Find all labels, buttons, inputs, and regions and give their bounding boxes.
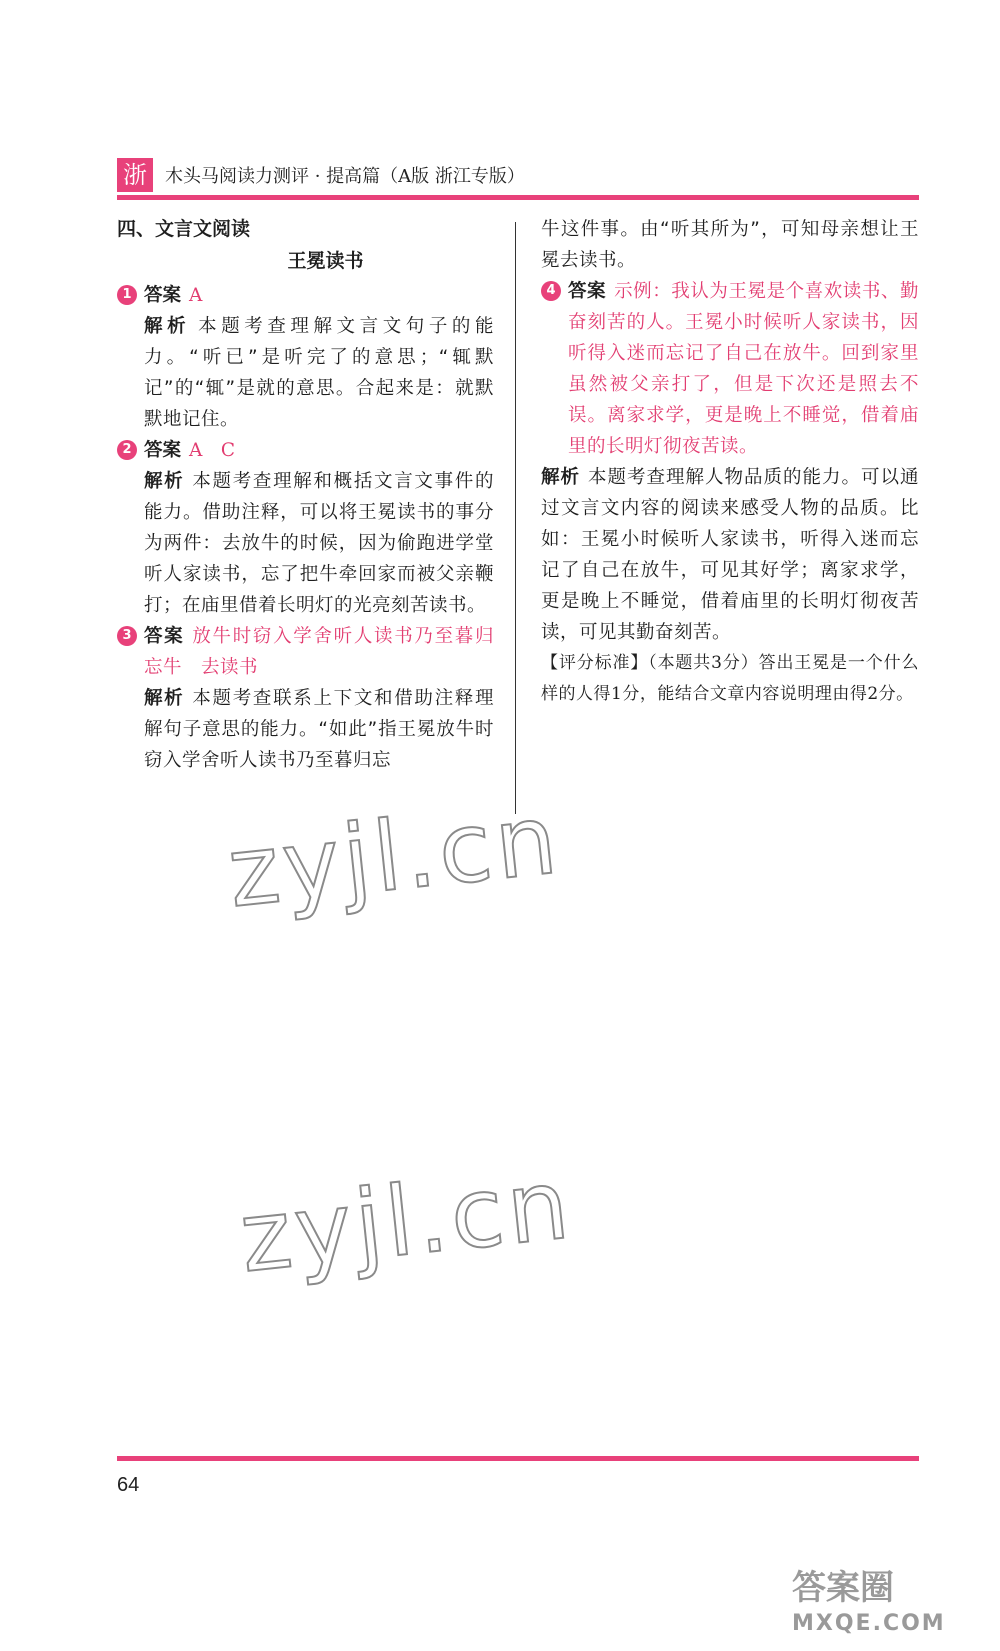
analysis-text: 本题考查理解和概括文言文事件的能力。借助注释，可以将王冕读书的事分为两件：去放牛的时候，因为偷跑进学堂听人家读书，忘了把牛牵回家而被父亲鞭打；在庙里借着长明灯的光亮刻苦读书。 [144,471,494,616]
column-divider [515,222,516,814]
question-number-badge: 1 [117,285,137,305]
analysis-paragraph [144,683,494,776]
analysis-paragraph [144,311,494,435]
analysis-text: 本题考查理解人物品质的能力。可以通过文言文内容的阅读来感受人物的品质。比如：王冕小时候听人家读书，听得入迷而忘记了自己在放牛，可见其好学；离家求学，更是晚上不睡觉，借着庙里的长明灯彻夜苦读，可见其勤奋刻苦。 [541,467,919,643]
answer-label: 答案 [144,440,182,461]
analysis-label: 解析 [144,688,185,709]
question-number-badge: 3 [117,626,137,646]
analysis-label: 解析 [144,471,185,492]
answer-text: A [189,285,203,306]
watermark-text: zyjl.cn [223,782,566,930]
answer-line [568,276,919,462]
logo-line-1: 答案圈 [792,1568,894,1608]
analysis-text: 本题考查联系上下文和借助注释理解句子意思的能力。“如此”指王冕放牛时窃入学舍听人读书乃至暮归忘 [144,688,494,771]
answer-line [144,280,494,311]
answer-label: 答案 [144,285,182,306]
answer-text: 示例：我认为王冕是个喜欢读书、勤奋刻苦的人。王冕小时候听人家读书，因听得入迷而忘记了自己在放牛。回到家里虽然被父亲打了，但是下次还是照去不误。离家求学，更是晚上不睡觉，借着庙里的长明灯彻夜苦读。 [568,281,919,457]
question-number-badge: 2 [117,440,137,460]
question-1 [117,280,494,435]
section-heading: 四、文言文阅读 [117,218,251,240]
left-column [117,214,494,776]
question-3 [117,621,494,776]
logo-line-2: MXQE.COM [792,1611,946,1636]
article-title: 王冕读书 [287,250,364,272]
right-column [541,214,919,710]
question-2 [117,435,494,621]
answer-label: 答案 [568,281,607,302]
scoring-text: （本题共3分）答出王冕是一个什么样的人得1分，能结合文章内容说明理由得2分。 [541,653,919,704]
answer-text: 放牛时窃入学舍听人读书乃至暮归忘牛 去读书 [144,626,494,678]
footer-rule [117,1456,919,1461]
analysis-label: 解析 [541,467,580,488]
answer-label: 答案 [144,626,185,647]
scoring-criteria [541,648,919,710]
analysis-paragraph [541,462,919,648]
answer-line [144,621,494,683]
analysis-label: 解析 [144,316,191,337]
analysis-continuation: 牛这件事。由“听其所为”，可知母亲想让王冕去读书。 [541,219,919,271]
analysis-text: 本题考查理解文言文句子的能力。“听已”是听完了的意思；“辄默记”的“辄”是就的意思。合起来是：就默默地记住。 [144,316,494,430]
corner-watermark-logo [792,1568,1000,1648]
question-number-badge: 4 [541,281,561,301]
analysis-paragraph [144,466,494,621]
scoring-label: 【评分标准】 [541,653,649,673]
page-header [117,156,917,196]
header-rule [117,195,919,200]
book-title: 木头马阅读力测评 · 提高篇（A版 浙江专版） [165,166,525,187]
question-4 [541,276,919,462]
answer-text: A C [189,440,236,461]
answer-line [144,435,494,466]
watermark-text: zyjl.cn [235,1147,578,1295]
province-badge: 浙 [117,158,153,192]
page-number: 64 [117,1474,140,1496]
